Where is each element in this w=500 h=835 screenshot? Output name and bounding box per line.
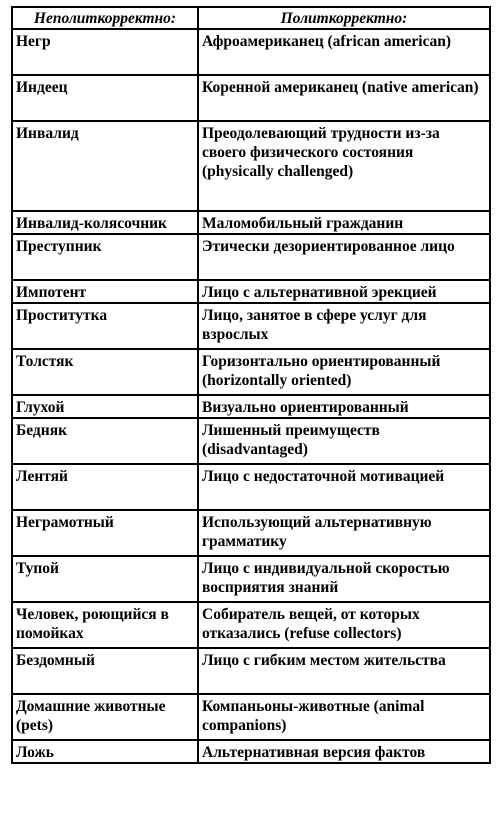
term-correct: Лицо с гибким местом жительства	[198, 648, 490, 694]
table-row	[12, 349, 490, 395]
term-incorrect: Проститутка	[12, 303, 198, 349]
term-incorrect: Преступник	[12, 234, 198, 280]
term-correct: Этически дезориентированное лицо	[198, 234, 490, 280]
term-incorrect: Инвалид-колясочник	[12, 211, 198, 234]
table-row	[12, 602, 490, 648]
table-row	[12, 648, 490, 694]
term-correct: Собиратель вещей, от которых отказались (refuse collectors)	[198, 602, 490, 648]
table-row	[12, 234, 490, 280]
term-incorrect: Бедняк	[12, 418, 198, 464]
table-row	[12, 75, 490, 121]
table-row	[12, 464, 490, 510]
term-incorrect: Неграмотный	[12, 510, 198, 556]
term-incorrect: Ложь	[12, 740, 198, 763]
term-correct: Афроамериканец (african american)	[198, 29, 490, 75]
table-row	[12, 303, 490, 349]
term-correct: Компаньоны-животные (animal companions)	[198, 694, 490, 740]
term-incorrect: Глухой	[12, 395, 198, 418]
table-row	[12, 418, 490, 464]
term-correct: Коренной американец (native american)	[198, 75, 490, 121]
term-incorrect: Негр	[12, 29, 198, 75]
table-row	[12, 556, 490, 602]
term-correct: Альтернативная версия фактов	[198, 740, 490, 763]
term-incorrect: Импотент	[12, 280, 198, 303]
term-correct: Лишенный преимуществ (disadvantaged)	[198, 418, 490, 464]
term-correct: Использующий альтернативную грамматику	[198, 510, 490, 556]
term-incorrect: Домашние животные (pets)	[12, 694, 198, 740]
terms-table	[11, 6, 491, 764]
table-row	[12, 740, 490, 763]
term-correct: Горизонтально ориентированный (horizontally oriented)	[198, 349, 490, 395]
term-correct: Визуально ориентированный	[198, 395, 490, 418]
term-correct: Лицо с недостаточной мотивацией	[198, 464, 490, 510]
term-incorrect: Тупой	[12, 556, 198, 602]
table-row	[12, 510, 490, 556]
term-incorrect: Толстяк	[12, 349, 198, 395]
term-incorrect: Инвалид	[12, 121, 198, 211]
term-incorrect: Лентяй	[12, 464, 198, 510]
table-row	[12, 121, 490, 211]
header-row	[12, 7, 490, 29]
table-row	[12, 211, 490, 234]
term-correct: Маломобильный гражданин	[198, 211, 490, 234]
term-correct: Лицо с альтернативной эрекцией	[198, 280, 490, 303]
term-incorrect: Индеец	[12, 75, 198, 121]
table-row	[12, 694, 490, 740]
term-correct: Лицо, занятое в сфере услуг для взрослых	[198, 303, 490, 349]
table-row	[12, 395, 490, 418]
header-incorrect: Неполиткорректно:	[12, 7, 198, 29]
header-correct: Политкорректно:	[198, 7, 490, 29]
term-correct: Преодолевающий трудности из-за своего физического состояния (physically challenged)	[198, 121, 490, 211]
table-row	[12, 29, 490, 75]
term-correct: Лицо с индивидуальной скоростью восприятия знаний	[198, 556, 490, 602]
term-incorrect: Человек, роющийся в помойках	[12, 602, 198, 648]
term-incorrect: Бездомный	[12, 648, 198, 694]
table-row	[12, 280, 490, 303]
